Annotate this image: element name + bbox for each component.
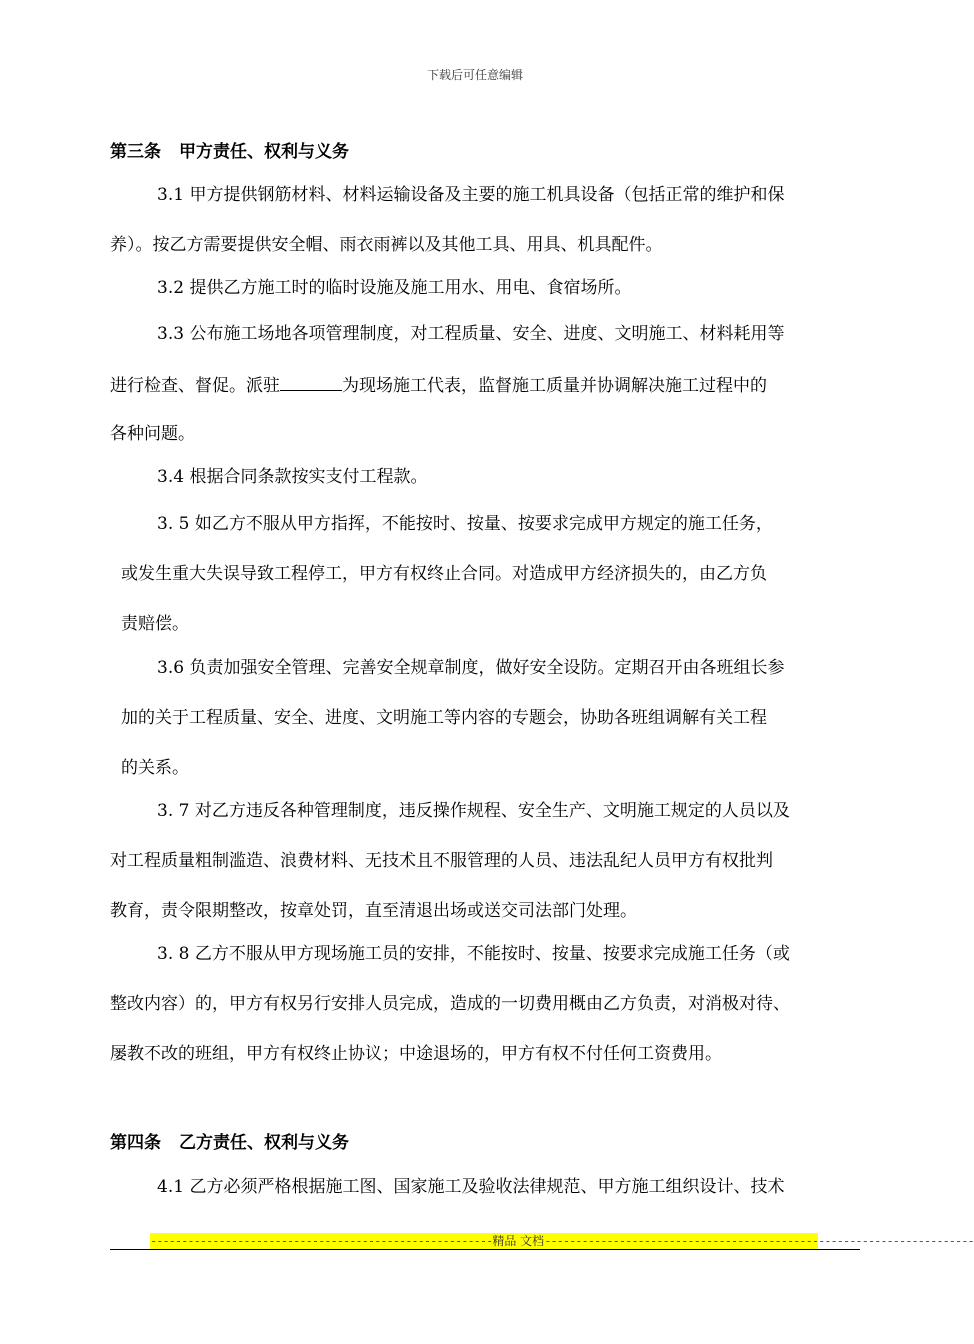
paragraph-text: 进行检查、督促。派驻 bbox=[110, 376, 280, 396]
fill-in-blank bbox=[280, 372, 342, 391]
paragraph-line: 3.3 公布施工场地各项管理制度，对工程质量、安全、进度、文明施工、材料耗用等 bbox=[157, 324, 785, 344]
paragraph-line: 养）。按乙方需要提供安全帽、雨衣雨裤以及其他工具、用具、机具配件。 bbox=[110, 235, 663, 255]
paragraph-line-with-blank bbox=[110, 372, 767, 398]
section-3-heading bbox=[110, 140, 349, 164]
paragraph-line: 3. 8 乙方不服从甲方现场施工员的安排，不能按时、按量、按要求完成施工任务（或 bbox=[157, 944, 790, 964]
paragraph-line: 教育，责令限期整改，按章处罚，直至清退出场或送交司法部门处理。 bbox=[110, 901, 637, 921]
paragraph-line: 3.6 负责加强安全管理、完善安全规章制度，做好安全设防。定期召开由各班组长参 bbox=[157, 658, 785, 678]
footer-rule bbox=[110, 1249, 860, 1250]
footer-highlight-band bbox=[150, 1233, 974, 1249]
paragraph-text: 为现场施工代表，监督施工质量并协调解决施工过程中的 bbox=[342, 376, 767, 396]
paragraph-line: 或发生重大失误导致工程停工，甲方有权终止合同。对造成甲方经济损失的，由乙方负 bbox=[121, 564, 767, 584]
section-4-heading bbox=[110, 1131, 349, 1155]
paragraph-line: 3. 7 对乙方违反各种管理制度，违反操作规程、安全生产、文明施工规定的人员以及 bbox=[157, 801, 790, 821]
page-header-note: 下载后可任意编辑 bbox=[426, 68, 523, 82]
section-4-title: 乙方责任、权利与义务 bbox=[179, 1133, 349, 1153]
section-3-number: 第三条 bbox=[110, 142, 161, 162]
paragraph-line: 3.4 根据合同条款按实支付工程款。 bbox=[157, 467, 428, 487]
section-4-number: 第四条 bbox=[110, 1133, 161, 1153]
footer-dashes-right: --------------------------------------------------------------------- bbox=[544, 1234, 974, 1248]
section-3-title: 甲方责任、权利与义务 bbox=[179, 142, 349, 162]
paragraph-line: 对工程质量粗制滥造、浪费材料、无技术且不服管理的人员、违法乱纪人员甲方有权批判 bbox=[110, 851, 773, 871]
paragraph-line: 4.1 乙方必须严格根据施工图、国家施工及验收法律规范、甲方施工组织设计、技术 bbox=[157, 1177, 785, 1197]
footer-dashes-left: ------------------------------------------------------- bbox=[150, 1234, 493, 1248]
paragraph-line: 3.1 甲方提供钢筋材料、材料运输设备及主要的施工机具设备（包括正常的维护和保 bbox=[157, 185, 785, 205]
paragraph-line: 各种问题。 bbox=[110, 424, 195, 444]
paragraph-line: 责赔偿。 bbox=[121, 614, 189, 634]
paragraph-line: 3.2 提供乙方施工时的临时设施及施工用水、用电、食宿场所。 bbox=[157, 278, 632, 298]
paragraph-line: 整改内容）的，甲方有权另行安排人员完成，造成的一切费用概由乙方负责，对消极对待、 bbox=[110, 994, 790, 1014]
paragraph-line: 加的关于工程质量、安全、进度、文明施工等内容的专题会，协助各班组调解有关工程 bbox=[121, 708, 767, 728]
paragraph-line: 屡教不改的班组，甲方有权终止协议；中途退场的，甲方有权不付任何工资费用。 bbox=[110, 1044, 722, 1064]
paragraph-line: 3. 5 如乙方不服从甲方指挥，不能按时、按量、按要求完成甲方规定的施工任务， bbox=[157, 514, 773, 534]
footer-label: 精品 文档 bbox=[492, 1234, 545, 1248]
paragraph-line: 的关系。 bbox=[121, 758, 189, 778]
